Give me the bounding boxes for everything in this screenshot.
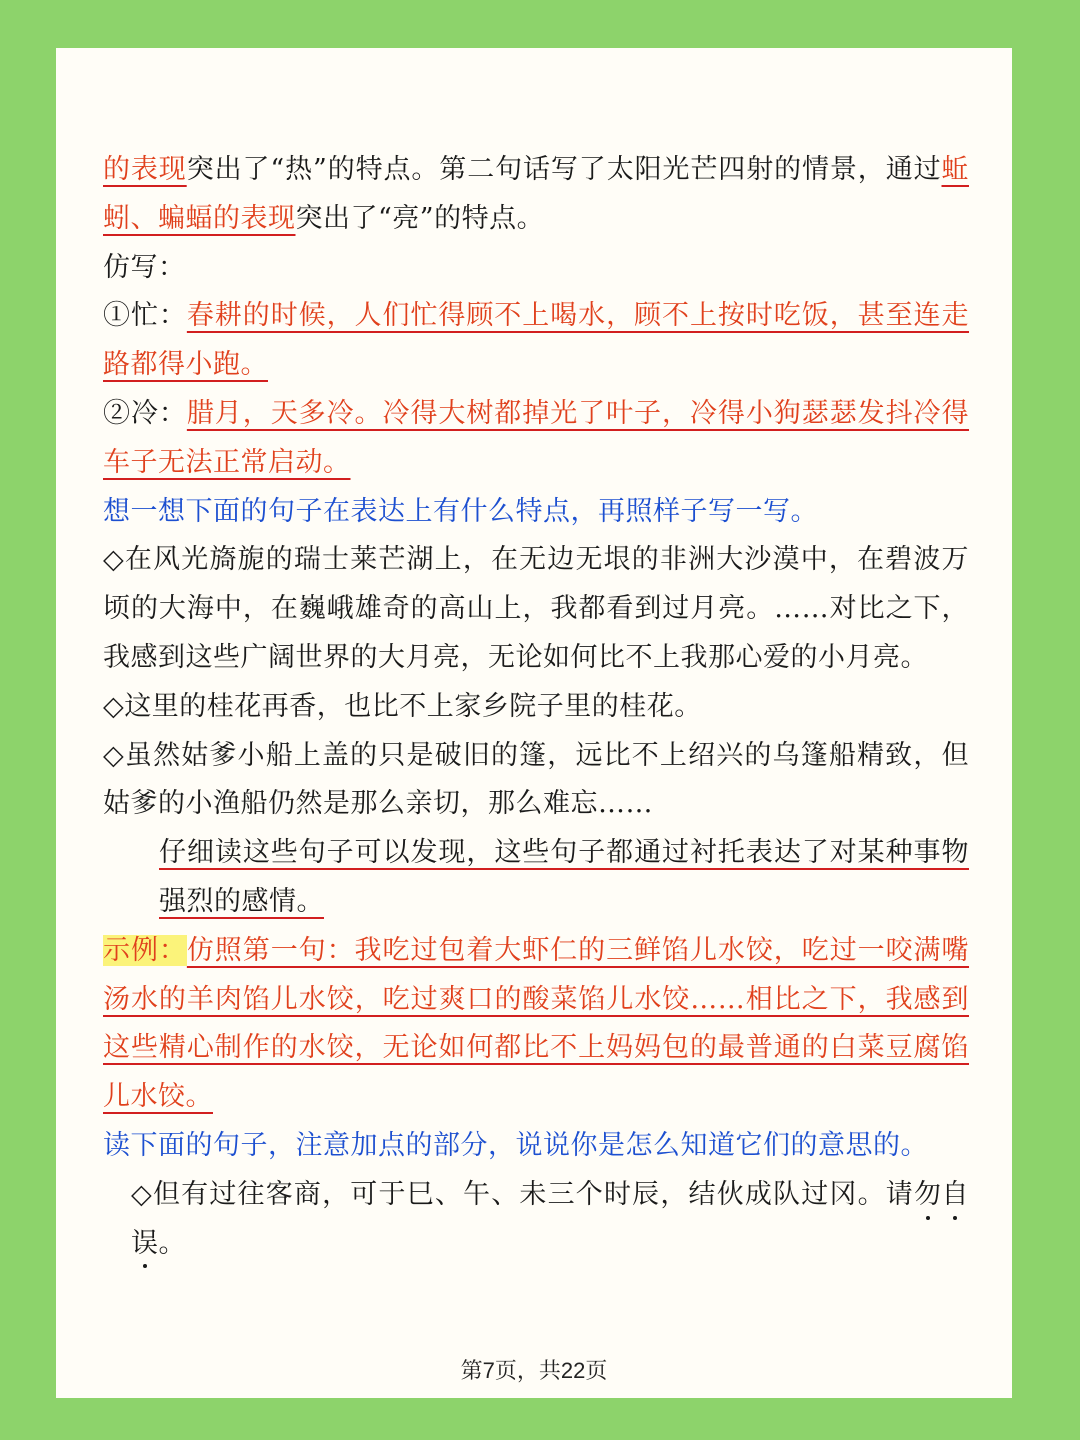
question-heading-2: 读下面的句子，注意加点的部分，说说你是怎么知道它们的意思的。: [103, 1129, 928, 1161]
document-page: [56, 48, 1012, 1398]
dotted-char: 勿: [914, 1171, 942, 1220]
paragraph-analysis: [103, 146, 969, 244]
page-number: 第7页，共22页: [460, 1358, 608, 1383]
item-prefix: ②冷：: [103, 397, 187, 429]
sample-label: 示例：: [103, 934, 187, 966]
imitation-heading: 仿写：: [103, 251, 186, 283]
classical-text-end: 。: [158, 1227, 186, 1259]
item-prefix: ①忙：: [103, 300, 187, 332]
sample-answer: [103, 927, 969, 1122]
classical-text: ◇但有过往客商，可于巳、午、未三个时辰，结伙成队过冈。请: [131, 1178, 914, 1210]
analysis-text: 突出了“亮”的特点。: [295, 202, 545, 234]
example-sentence-moon: ◇在风光旖旎的瑞士莱芒湖上，在无边无垠的非洲大沙漠中，在碧波万顷的大海中，在巍峨雄奇的高山上，我都看到过月亮。……对比之下，我感到这些广阔世界的大月亮，无论如何比不上我那心爱的小月亮。: [103, 544, 969, 673]
example-sentence-osmanthus: ◇这里的桂花再香，也比不上家乡院子里的桂花。: [103, 690, 702, 722]
underlined-phrase: 的表现: [103, 154, 187, 185]
dotted-char: 自: [942, 1171, 970, 1220]
question-heading: 想一想下面的句子在表达上有什么特点，再照样子写一写。: [103, 495, 818, 527]
page-content: [103, 146, 969, 1268]
summary-text: 仔细读这些句子可以发现，这些句子都通过衬托表达了对某种事物强烈的感情。: [159, 837, 969, 917]
classical-sentence: [103, 1171, 969, 1269]
dotted-char: 误: [131, 1220, 159, 1269]
underlined-phrase: 蚯蚓、蝙蝠的表现: [103, 154, 969, 234]
example-sentence-boat: ◇虽然姑爹小船上盖的只是破旧的篷，远比不上绍兴的乌篷船精致，但姑爹的小渔船仍然是那么亲切，那么难忘……: [103, 739, 969, 820]
answer-text: 春耕的时候，人们忙得顾不上喝水，顾不上按时吃饭，甚至连走路都得小跑。: [103, 300, 970, 381]
answer-text: 腊月，天多冷。冷得大树都掉光了叶子，冷得小狗瑟瑟发抖冷得车子无法正常启动。: [103, 397, 970, 478]
summary-paragraph: [103, 829, 969, 927]
imitation-busy: [103, 292, 969, 390]
analysis-text: 突出了“热”的特点。第二句话写了太阳光芒四射的情景，通过: [186, 154, 942, 185]
sample-text: 仿照第一句：我吃过包着大虾仁的三鲜馅儿水饺，吃过一咬满嘴汤水的羊肉馅儿水饺，吃过爽口的酸菜馅儿水饺……相比之下，我感到这些精心制作的水饺，无论如何都比不上妈妈包的最普通的白菜豆腐馅儿水饺。: [103, 934, 970, 1113]
imitation-cold: [103, 390, 969, 488]
